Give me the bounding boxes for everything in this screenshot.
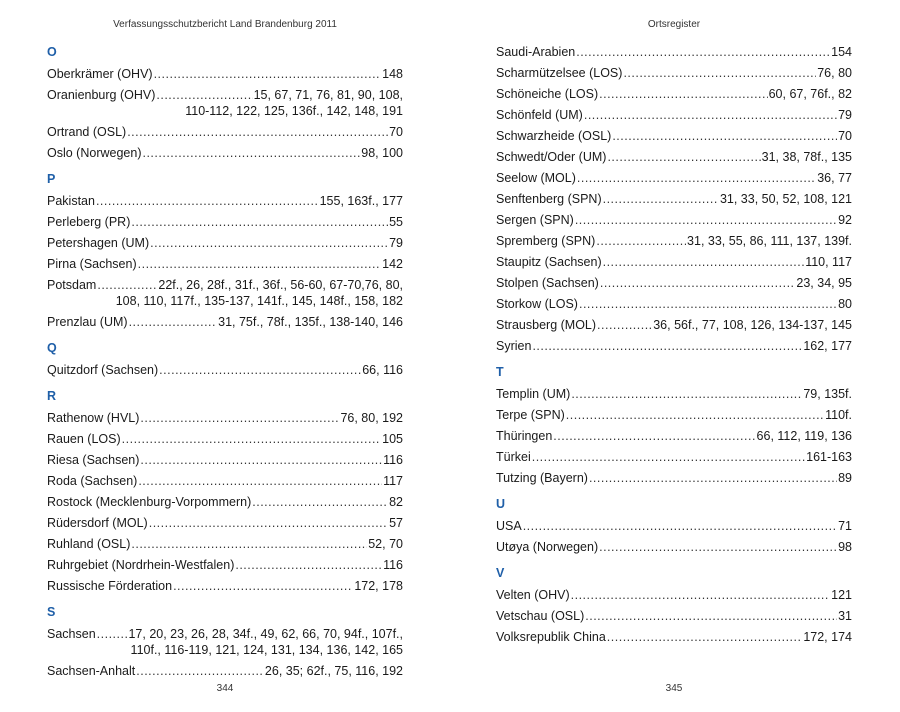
entry-line: [47, 515, 403, 531]
place-name: Potsdam: [47, 278, 97, 292]
index-entry: [496, 470, 852, 486]
dot-leader: [579, 296, 837, 312]
entry-line: [47, 473, 403, 489]
page-references: 26, 35; 62f., 75, 116, 192: [264, 664, 403, 678]
place-name: Pakistan: [47, 194, 95, 208]
page-references: 31, 75f., 78f., 135f., 138-140, 146: [218, 315, 403, 329]
place-name: Vetschau (OSL): [496, 609, 585, 623]
page-references: 172, 178: [354, 579, 403, 593]
index-entry: [47, 66, 403, 82]
entry-line: [47, 193, 403, 209]
index-entry: [47, 452, 403, 468]
dot-leader: [142, 145, 360, 161]
page-references: 79: [389, 236, 403, 250]
place-name: Pirna (Sachsen): [47, 257, 137, 271]
dot-leader: [138, 256, 382, 272]
dot-leader: [96, 193, 319, 209]
entry-line: [496, 275, 852, 291]
entry-line: [496, 629, 852, 645]
index-entry: [47, 557, 403, 573]
place-name: Schwedt/Oder (UM): [496, 150, 607, 164]
index-entry: [47, 124, 403, 140]
place-name: Seelow (MOL): [496, 171, 576, 185]
place-name: Sergen (SPN): [496, 213, 574, 227]
section-letter: U: [496, 497, 506, 511]
page-references: 154: [831, 45, 852, 59]
entry-line: [47, 663, 403, 679]
dot-leader: [523, 518, 837, 534]
dot-leader: [607, 149, 760, 165]
index-entry: [47, 277, 403, 309]
index-entry: [47, 663, 403, 679]
section-letter: P: [47, 172, 56, 186]
index-section: [47, 340, 403, 378]
index-entry: [47, 362, 403, 378]
index-entry: [496, 449, 852, 465]
place-name: Russische Förderation: [47, 579, 173, 593]
index-entry: [47, 494, 403, 510]
index-entry: [496, 539, 852, 555]
index-entry: [496, 587, 852, 603]
entry-line: [47, 277, 403, 293]
page-references: 36, 56f., 77, 108, 126, 134-137, 145: [653, 318, 852, 332]
place-name: Ortrand (OSL): [47, 125, 127, 139]
place-name: Terpe (SPN): [496, 408, 565, 422]
index-entry: [496, 386, 852, 402]
place-name: Strausberg (MOL): [496, 318, 597, 332]
index-entry: [496, 608, 852, 624]
entry-line: [496, 128, 852, 144]
page-references: 17, 20, 23, 26, 28, 34f., 49, 62, 66, 70, 94f., 107f.,: [128, 627, 403, 641]
dot-leader: [600, 275, 796, 291]
dot-leader: [150, 235, 388, 251]
dot-leader: [584, 107, 837, 123]
page-references: 76, 80, 192: [340, 411, 403, 425]
dot-leader: [577, 170, 816, 186]
page-references: 79, 135f.: [803, 387, 852, 401]
index-entry: [47, 314, 403, 330]
page-references-continued: 110-112, 122, 125, 136f., 142, 148, 191: [185, 104, 403, 118]
entry-line: [496, 428, 852, 444]
entry-line: [496, 149, 852, 165]
entry-line: [496, 191, 852, 207]
index-entry: [496, 518, 852, 534]
place-name: Perleberg (PR): [47, 215, 131, 229]
page-references: 31, 38, 78f., 135: [761, 150, 852, 164]
index-content: [496, 44, 852, 650]
index-entry: [47, 431, 403, 447]
index-section: [47, 44, 403, 161]
place-name: Rüdersdorf (MOL): [47, 516, 148, 530]
entry-line: [496, 212, 852, 228]
place-name: Syrien: [496, 339, 532, 353]
index-entry: [496, 317, 852, 333]
index-entry: [496, 212, 852, 228]
index-entry: [496, 296, 852, 312]
entry-line: [47, 66, 403, 82]
page-references: 92: [838, 213, 852, 227]
dot-leader: [173, 578, 353, 594]
dot-leader: [97, 626, 128, 642]
index-entry: [496, 65, 852, 81]
page-references: 105: [382, 432, 403, 446]
page-references: 31, 33, 55, 86, 111, 137, 139f.: [687, 234, 852, 248]
page-references: 155, 163f., 177: [319, 194, 403, 208]
page-references: 117: [383, 474, 403, 488]
index-section: [47, 604, 403, 679]
place-name: Utøya (Norwegen): [496, 540, 599, 554]
page-references: 116: [383, 558, 403, 572]
index-entry: [47, 515, 403, 531]
place-name: Petershagen (UM): [47, 236, 150, 250]
index-entry: [496, 170, 852, 186]
page-references: 161-163: [806, 450, 852, 464]
entry-line: [496, 470, 852, 486]
index-entry: [496, 149, 852, 165]
entry-line: [47, 578, 403, 594]
dot-leader: [597, 317, 652, 333]
dot-leader: [532, 338, 802, 354]
index-entry: [47, 578, 403, 594]
dot-leader: [612, 128, 837, 144]
dot-leader: [252, 494, 388, 510]
entry-line: [496, 449, 852, 465]
page-references: 98, 100: [361, 146, 403, 160]
page-number: 344: [216, 683, 234, 694]
index-entry: [496, 191, 852, 207]
place-name: Oranienburg (OHV): [47, 88, 156, 102]
page-references: 79: [838, 108, 852, 122]
place-name: Schöneiche (LOS): [496, 87, 599, 101]
dot-leader: [235, 557, 382, 573]
place-name: Ruhrgebiet (Nordrhein-Westfalen): [47, 558, 235, 572]
dot-leader: [571, 587, 831, 603]
entry-line: [496, 65, 852, 81]
index-entry: [496, 428, 852, 444]
index-entry: [496, 233, 852, 249]
dot-leader: [603, 191, 719, 207]
entry-line: [47, 452, 403, 468]
page-references: 70: [389, 125, 403, 139]
index-entry: [47, 536, 403, 552]
index-entry: [496, 338, 852, 354]
index-entry: [496, 275, 852, 291]
entry-line: [496, 296, 852, 312]
entry-line: [47, 536, 403, 552]
index-entry: [47, 214, 403, 230]
page-references: 55: [389, 215, 403, 229]
entry-line: [496, 608, 852, 624]
place-name: Oslo (Norwegen): [47, 146, 142, 160]
entry-line: [496, 539, 852, 555]
right-page: [496, 0, 852, 712]
page-references: 66, 116: [362, 363, 403, 377]
entry-line: [47, 410, 403, 426]
dot-leader: [576, 44, 830, 60]
place-name: Spremberg (SPN): [496, 234, 596, 248]
index-entry: [496, 629, 852, 645]
page-references: 110, 117: [805, 255, 852, 269]
dot-leader: [136, 663, 264, 679]
index-content: [47, 44, 403, 684]
page-references-continued: 110f., 116-119, 121, 124, 131, 134, 136, 142, 165: [130, 643, 403, 657]
page-references: 172, 174: [803, 630, 852, 644]
entry-line: [496, 44, 852, 60]
place-name: Tutzing (Bayern): [496, 471, 588, 485]
section-letter: O: [47, 45, 57, 59]
place-name: Volksrepublik China: [496, 630, 606, 644]
index-entry: [47, 473, 403, 489]
entry-line: [496, 170, 852, 186]
place-name: Schönfeld (UM): [496, 108, 583, 122]
index-entry: [47, 410, 403, 426]
page-references: 57: [389, 516, 403, 530]
dot-leader: [97, 277, 157, 293]
index-section: [496, 496, 852, 555]
page-references: 121: [831, 588, 852, 602]
dot-leader: [127, 124, 388, 140]
place-name: Staupitz (Sachsen): [496, 255, 602, 269]
section-letter: V: [496, 566, 505, 580]
place-name: Senftenberg (SPN): [496, 192, 602, 206]
entry-line: [496, 338, 852, 354]
index-section: [496, 44, 852, 354]
running-header: Ortsregister: [647, 19, 701, 30]
dot-leader: [149, 515, 388, 531]
dot-leader: [131, 536, 367, 552]
entry-line: [47, 431, 403, 447]
dot-leader: [571, 386, 802, 402]
page-number: 345: [665, 683, 683, 694]
page-references: 52, 70: [368, 537, 403, 551]
dot-leader: [122, 431, 381, 447]
place-name: Schwarzheide (OSL): [496, 129, 612, 143]
dot-leader: [553, 428, 755, 444]
dot-leader: [599, 86, 767, 102]
entry-line: [47, 256, 403, 272]
page-references: 89: [838, 471, 852, 485]
section-letter: S: [47, 605, 56, 619]
page-references: 36, 77: [817, 171, 852, 185]
entry-line: [47, 557, 403, 573]
place-name: Quitzdorf (Sachsen): [47, 363, 159, 377]
dot-leader: [575, 212, 837, 228]
index-entry: [47, 145, 403, 161]
page-references: 23, 34, 95: [796, 276, 852, 290]
entry-line: [47, 314, 403, 330]
place-name: Rostock (Mecklenburg-Vorpommern): [47, 495, 252, 509]
entry-line: [496, 407, 852, 423]
entry-line: [47, 214, 403, 230]
dot-leader: [589, 470, 837, 486]
place-name: Riesa (Sachsen): [47, 453, 140, 467]
dot-leader: [599, 539, 837, 555]
dot-leader: [156, 87, 252, 103]
page-references: 31, 33, 50, 52, 108, 121: [719, 192, 852, 206]
entry-line: [47, 494, 403, 510]
place-name: Scharmützelsee (LOS): [496, 66, 623, 80]
dot-leader: [607, 629, 803, 645]
entry-line: [496, 518, 852, 534]
dot-leader: [566, 407, 824, 423]
index-entry: [47, 256, 403, 272]
dot-leader: [585, 608, 837, 624]
running-header: Verfassungsschutzbericht Land Brandenburg 2011: [113, 19, 337, 30]
index-entry: [496, 44, 852, 60]
index-section: [47, 388, 403, 594]
index-entry: [496, 107, 852, 123]
index-section: [47, 171, 403, 330]
dot-leader: [138, 473, 382, 489]
dot-leader: [596, 233, 686, 249]
page-references: 15, 67, 71, 76, 81, 90, 108,: [253, 88, 403, 102]
page-references: 80: [838, 297, 852, 311]
place-name: Oberkrämer (OHV): [47, 67, 153, 81]
section-letter: R: [47, 389, 57, 403]
entry-line: [47, 626, 403, 642]
page-references: 22f., 26, 28f., 31f., 36f., 56-60, 67-70,76, 80,: [158, 278, 403, 292]
index-entry: [47, 626, 403, 658]
section-letter: T: [496, 365, 504, 379]
page-references: 31: [838, 609, 852, 623]
page-references: 71: [838, 519, 852, 533]
entry-line: [47, 124, 403, 140]
entry-line: [496, 233, 852, 249]
dot-leader: [154, 66, 382, 82]
dot-leader: [131, 214, 388, 230]
index-entry: [47, 235, 403, 251]
index-entry: [496, 128, 852, 144]
place-name: Storkow (LOS): [496, 297, 578, 311]
section-letter: Q: [47, 341, 57, 355]
index-entry: [47, 193, 403, 209]
place-name: USA: [496, 519, 522, 533]
index-section: [496, 565, 852, 645]
index-entry: [496, 254, 852, 270]
dot-leader: [159, 362, 361, 378]
page-references: 162, 177: [803, 339, 852, 353]
place-name: Saudi-Arabien: [496, 45, 576, 59]
place-name: Velten (OHV): [496, 588, 570, 602]
page-references: 66, 112, 119, 136: [756, 429, 852, 443]
place-name: Ruhland (OSL): [47, 537, 131, 551]
place-name: Templin (UM): [496, 387, 571, 401]
index-section: [496, 364, 852, 486]
place-name: Thüringen: [496, 429, 553, 443]
entry-line: [496, 386, 852, 402]
place-name: Prenzlau (UM): [47, 315, 128, 329]
page-references: 148: [382, 67, 403, 81]
page-references-continued: 108, 110, 117f., 135-137, 141f., 145, 148f., 158, 182: [115, 294, 403, 308]
dot-leader: [129, 314, 218, 330]
page-references: 70: [838, 129, 852, 143]
place-name: Rauen (LOS): [47, 432, 121, 446]
place-name: Rathenow (HVL): [47, 411, 140, 425]
dot-leader: [532, 449, 805, 465]
dot-leader: [623, 65, 816, 81]
page-references: 142: [382, 257, 403, 271]
entry-line: [47, 235, 403, 251]
entry-line: [496, 86, 852, 102]
place-name: Sachsen-Anhalt: [47, 664, 136, 678]
place-name: Roda (Sachsen): [47, 474, 138, 488]
place-name: Sachsen: [47, 627, 96, 641]
page-references: 116: [383, 453, 403, 467]
entry-line: [496, 317, 852, 333]
entry-line: [496, 587, 852, 603]
entry-line: [47, 87, 403, 103]
page-references: 82: [389, 495, 403, 509]
page-references: 98: [838, 540, 852, 554]
entry-line: [47, 362, 403, 378]
index-entry: [496, 86, 852, 102]
page-references: 60, 67, 76f., 82: [768, 87, 852, 101]
page-references: 76, 80: [817, 66, 852, 80]
index-entry: [496, 407, 852, 423]
dot-leader: [603, 254, 805, 270]
place-name: Türkei: [496, 450, 531, 464]
entry-line: [496, 254, 852, 270]
entry-line: [47, 145, 403, 161]
index-entry: [47, 87, 403, 119]
left-page: [47, 0, 403, 712]
place-name: Stolpen (Sachsen): [496, 276, 599, 290]
dot-leader: [140, 452, 382, 468]
entry-line: [496, 107, 852, 123]
dot-leader: [140, 410, 339, 426]
page-references: 110f.: [825, 408, 852, 422]
